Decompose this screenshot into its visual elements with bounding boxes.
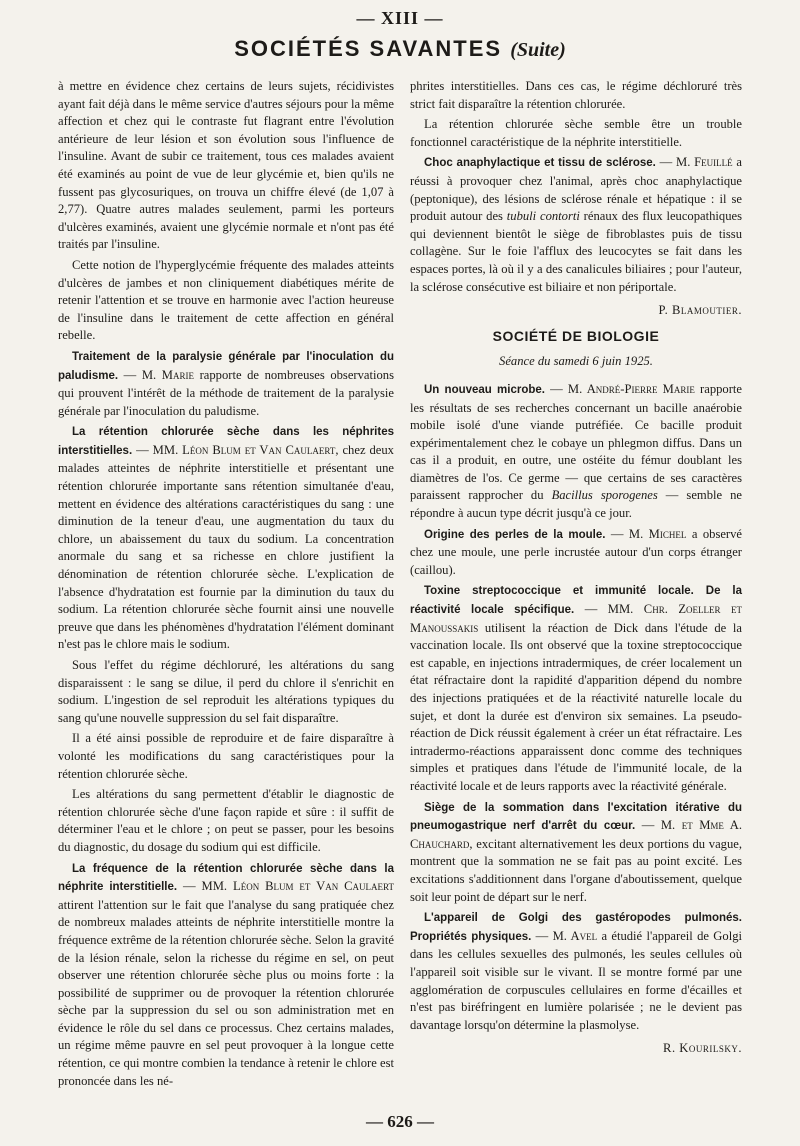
author-name: MM. Léon Blum et Van Caulaert, — [152, 442, 339, 457]
article-text: chez deux malades atteintes de néphrite interstitielle et présentant une rétention chlorurée importante sans rétention simultanée d'eau, mettent en évidence des altérations caractéristiques du sang : une diminution de la teneur d'eau, une augmentation du taux du chlore, un abaissement du taux du sodium. La concentration anormale du sang et sa richesse en chlore justifient la dénomination de rétention chlorurée sèche. L'explication de l'absence d'hydratation est fournie par la diminution du taux du sodium. La rétention chlorurée sèche fournit ainsi une nouvelle preuve que dans les phénomènes d'hydratation l'élément dominant n'est pas le chlore mais le sodium. — [58, 442, 394, 652]
article-text: a réussi à provoquer chez l'animal, après choc anaphylactique (peptonique), des lésions de sclérose rénale et hépatique : il se produit autour des — [410, 155, 742, 224]
article-text: rapporte de nombreuses observations qui prouvent l'intérêt de la méthode de traitement de la paralysie générale par l'inoculation du paludisme. — [58, 367, 394, 418]
article-heading: Un nouveau microbe. — [424, 383, 545, 396]
article-paragraph: L'appareil de Golgi des gastéropodes pulmonés. Propriétés physiques. — M. Avel a étudié l'appareil de Golgi dans les cellules sexuelles des pulmonés, les seules cellules où l'appareil soit visible sur le vivant. Il se montre formé par une agglomération de corpuscules cellulaires en forme d'écailles et n'est pas biréfringent en lumière polarisée ; ne le devient pas davantage lorsqu'on détermine la plasmolyse. — [410, 912, 742, 1032]
paragraph: Cette notion de l'hyperglycémie fréquente des malades atteints d'ulcères de jambes et non cliniquement diabétiques mérite de retenir l'attention et se trouve en harmonie avec l'action heureuse de l'insuline dans le traitement de cette affection en général rebelle. — [58, 257, 394, 343]
paragraph: Il a été ainsi possible de reproduire et de faire disparaître à volonté les modifications du sang caractéristiques pour la rétention chlorurée sèche. — [58, 731, 394, 781]
page-header — [0, 36, 800, 62]
author-name: M. Marie — [141, 367, 194, 382]
article-paragraph: Un nouveau microbe. — M. André-Pierre Marie rapporte les résultats de ses recherches concernant un bacille anaérobie mobile isolé d'une viande putréfiée. Ce bacille produit expérimentalement chez le cobaye un phlegmon diffus. Dans un cas il a produit, en outre, une ostéite du fémur doublant les diamètres de l'os. Ce germe — que certains de ses caractères paraissent rapprocher du Bacillus sporogenes — semble ne répondre à aucun type décrit jusqu'à ce jour. — [410, 381, 742, 521]
paragraph: Sous l'effet du régime déchloruré, les altérations du sang disparaissent : le sang se dilue, il perd du chlore il s'enrichit en sodium. L'ingestion de sel reproduit les altérations typiques du sang qu'une nouvelle suppression du sel fait disparaître. — [58, 658, 394, 725]
article-heading: Origine des perles de la moule. — [424, 528, 606, 541]
article-paragraph: Origine des perles de la moule. — M. Michel a observé chez une moule, une perle incrustée autour d'un corps étranger (caillou). — [410, 526, 743, 577]
article-paragraph: Choc anaphylactique et tissu de sclérose. — M. Feuillé a réussi à provoquer chez l'animal, après choc anaphylactique (peptonique), des lésions de sclérose rénale et hépatique : il se produit autour des tubuli contorti rénaux des flux leucopathiques qui deviennent bientôt le siège de fibroblastes puis de tissu collagène. Sur le foie l'afflux des leucocytes se fait dans les espaces portes, là où il y a des canalicules biliaires ; pour l'auteur, la sclérose consécutive est biliaire et non périportale. — [410, 155, 742, 294]
author-name: MM. Léon Blum et Van Caulaert — [201, 879, 394, 894]
article-text: rénaux des flux leucopathiques qui deviennent bientôt le siège de fibroblastes puis de tissu collagène. Sur le foie l'afflux des leucocytes se fait dans les espaces portes, là où il y a des canalicules biliaires ; pour l'auteur, la sclérose consécutive est biliaire et non périportale. — [410, 209, 742, 294]
paragraph: phrites interstitielles. Dans ces cas, le régime déchloruré très strict fait disparaître la rétention chlorurée. — [410, 79, 742, 111]
article-text: rapporte les résultats de ses recherches concernant un bacille anaérobie mobile isolé d'une viande putréfiée. Ce bacille produit expérimentalement chez le cobaye un phlegmon diffus. Dans un cas il a produit, en outre, une ostéite du fémur doublant les diamètres de l'os. Ce germe — que certains de ses caractères paraissent rapprocher du — [410, 381, 742, 503]
article-text: utilisent la réaction de Dick dans l'étude de la vaccination locale. Ils ont observé que la toxine streptococcique est capable, en injections intradermiques, de créer localement un état réfractaire dont la rapidité d'apparition dépend du nombre des injections pratiquées et de la réactivité naturelle locale du sujet, et dont la durée est d'environ six semaines. La pseudo-réaction de Dick réussit également à créer un état réfractaire. Les intradermo-réactions apparaissent donc comme des techniques simples et pratiques dans l'étude de l'immunité locale, de la réactivité locale et de leurs rapports avec la réactivité générale. — [410, 620, 742, 793]
section-title: SOCIÉTÉ DE BIOLOGIE — [492, 327, 660, 344]
paragraph: Les altérations du sang permettent d'établir le diagnostic de rétention chlorurée sèche d'une façon rapide et sûre : il suffit de déterminer l'eau et le chlore ; on peut se passer, pour les besoins du diagnostic, du dosage du sodium qui est difficile. — [58, 787, 394, 854]
left-column — [58, 78, 394, 1093]
paragraph: La rétention chlorurée sèche semble être un trouble fonctionnel caractéristique de la néphrite interstitielle. — [410, 117, 742, 149]
article-heading: Traitement de la paralysie générale par l'inoculation du paludisme. — [58, 350, 394, 382]
article-paragraph: Siège de la sommation dans l'excitation itérative du pneumogastrique nerf d'arrêt du cœur. — M. et Mme A. Chauchard, excitant alternativement les deux portions du vague, montrent que la sommation ne se fait pas au point excité. Les excitations s'additionnent dans l'organe d'aboutissement, quelque soit leur point de départ sur le nerf. — [410, 801, 742, 904]
article-paragraph: Traitement de la paralysie générale par l'inoculation du paludisme. — M. Marie rapporte de nombreuses observations qui prouvent l'intérêt de la méthode de traitement de la paralysie générale par l'inoculation du paludisme. — [58, 350, 394, 418]
article-heading: Choc anaphylactique et tissu de sclérose. — [424, 157, 656, 170]
session-date: Séance du samedi 6 juin 1925. — [499, 354, 653, 369]
author-name: M. André-Pierre Marie — [567, 381, 695, 396]
article-paragraph: La fréquence de la rétention chlorurée sèche dans la néphrite interstitielle. — MM. Léon Blum et Van Caulaert attirent l'attention sur le fait que l'analyse du sang pratiquée chez de nombreux malades atteints de néphrite interstitielle montre la fréquence extrême de la rétention chlorurée sèche. Selon la gravité de la lésion rénale, selon la richesse du régime en sel, on peut observer une rétention chlorurée sèche plus ou moins forte : la possibilité de supprimer ou de provoquer la rétention chlorurée sèche par la suppression du sel ou son administration met en évidence le rôle du sel dans ce processus. Chez certains malades, un régime même pauvre en sel peut provoquer à la longue cette rétention, ce qui montre combien la tendance à retenir le chlore est prononcée dans les né- — [58, 862, 394, 1088]
article-heading: La fréquence de la rétention chlorurée sèche dans la néphrite interstitielle. — [58, 862, 394, 894]
article-heading: L'appareil de Golgi des gastéropodes pulmonés. Propriétés physiques. — [410, 912, 742, 943]
signature: R. Kourilsky. — [663, 1041, 742, 1056]
roman-page-number: — XIII — — [356, 8, 444, 28]
article-text: excitant alternativement les deux portions du vague, montrent que la sommation ne se fait pas au point excité. Les excitations s'additionnent dans l'organe d'aboutissement, quelque soit leur point de départ sur le nerf. — [410, 836, 742, 904]
article-paragraph: La rétention chlorurée sèche dans les néphrites interstitielles. — MM. Léon Blum et Van Caulaert, chez deux malades atteintes de néphrite interstitielle et présentant une rétention chlorurée importante sans rétention simultanée d'eau, mettent en évidence des altérations caractéristiques du sang : une diminution de la teneur d'eau, une augmentation du taux du chlore, un abaissement du taux du sodium. La concentration anormale du sang et sa richesse en chlore justifient la dénomination de rétention chlorurée sèche. L'explication de l'absence d'hydratation est fournie par la diminution du taux du sodium. La rétention chlorurée sèche fournit ainsi une nouvelle preuve que dans les phénomènes d'hydratation l'élément dominant n'est pas le chlore mais le sodium. — [58, 426, 394, 652]
article-heading: Siège de la sommation dans l'excitation itérative du pneumogastrique nerf d'arrêt du cœur. — [410, 801, 742, 833]
author-name: M. Michel — [628, 526, 687, 541]
author-name: M. Feuillé — [676, 155, 733, 170]
article-text: a observé chez une moule, une perle incrustée autour d'un corps étranger (caillou). — [410, 526, 743, 577]
author-name: M. et Mme A. Chauchard, — [410, 818, 742, 851]
italic-term: tubuli contorti — [506, 209, 580, 224]
article-text: a étudié l'appareil de Golgi dans les cellules sexuelles des pulmonés, les seules cellules où l'appareil soit visible sur le vivant. Il se montre formé par une agglomération de corpuscules cellulaires en forme d'écailles et n'est pas biréfringent en lumière polarisée ; ne le devient pas davantage lorsqu'on détermine la plasmolyse. — [410, 928, 742, 1032]
paragraph: à mettre en évidence chez certains de leurs sujets, récidivistes ayant fait déjà dans le même service d'autres séjours pour la même affection et chez qui le contraste fut flagrant entre l'évolution antérieure de leur lésion et son évolution sous l'influence de l'insuline. Avant de subir ce traitement, tous ces malades avaient été examinés au point de vue de leur glycémie et, bien qu'ils ne fussent pas glycosuriques, on trouva un chiffre élevé (de 1,07 à 2,77). Quatre autres malades seulement, parmi les porteurs d'ulcères examinés, avaient une glycémie normale et n'ont pas été traités par l'insuline. — [58, 79, 394, 252]
header-title: SOCIÉTÉS SAVANTES — [234, 36, 503, 61]
right-column — [410, 78, 742, 1066]
italic-term: Bacillus sporogenes — [551, 488, 658, 503]
header-suite: (Suite) — [510, 39, 566, 61]
signature: P. Blamoutier. — [658, 303, 742, 318]
article-paragraph: Toxine streptococcique et immunité locale. De la réactivité locale spécifique. — MM. Chr. Zoeller et Manoussakis utilisent la réaction de Dick dans l'étude de la vaccination locale. Ils ont observé que la toxine streptococcique est capable, en injections intradermiques, de créer localement un état réfractaire dont la rapidité d'apparition dépend du nombre des injections pratiquées et de la réactivité naturelle locale du sujet, et dont la durée est d'environ six semaines. La pseudo-réaction de Dick réussit également à créer un état réfractaire. Les intradermo-réactions apparaissent donc comme des techniques simples et pratiques dans l'étude de l'immunité locale, de la réactivité locale et de leurs rapports avec la réactivité générale. — [410, 585, 742, 793]
article-text: attirent l'attention sur le fait que l'analyse du sang pratiquée chez de nombreux malades atteints de néphrite interstitielle montre la fréquence extrême de la rétention chlorurée sèche. Selon la gravité de la lésion rénale, selon la richesse du régime en sel, on peut observer une rétention chlorurée sèche plus ou moins forte : la possibilité de supprimer ou de provoquer la rétention chlorurée sèche par la suppression du sel ou son administration met en évidence le rôle du sel dans ce processus. Chez certains malades, un régime même pauvre en sel peut provoquer à la longue cette rétention, ce qui montre combien la tendance à retenir le chlore est prononcée dans les né- — [58, 897, 394, 1088]
page-number: — 626 — — [366, 1112, 434, 1131]
author-name: MM. Chr. Zoeller et Manoussakis — [410, 602, 742, 635]
author-name: M. Avel — [552, 928, 598, 943]
article-text: — semble ne répondre à aucun type décrit jusqu'à ce jour. — [410, 488, 742, 521]
article-heading: Toxine streptococcique et immunité locale. De la réactivité locale spécifique. — [410, 585, 742, 617]
article-heading: La rétention chlorurée sèche dans les néphrites interstitielles. — [58, 426, 394, 457]
